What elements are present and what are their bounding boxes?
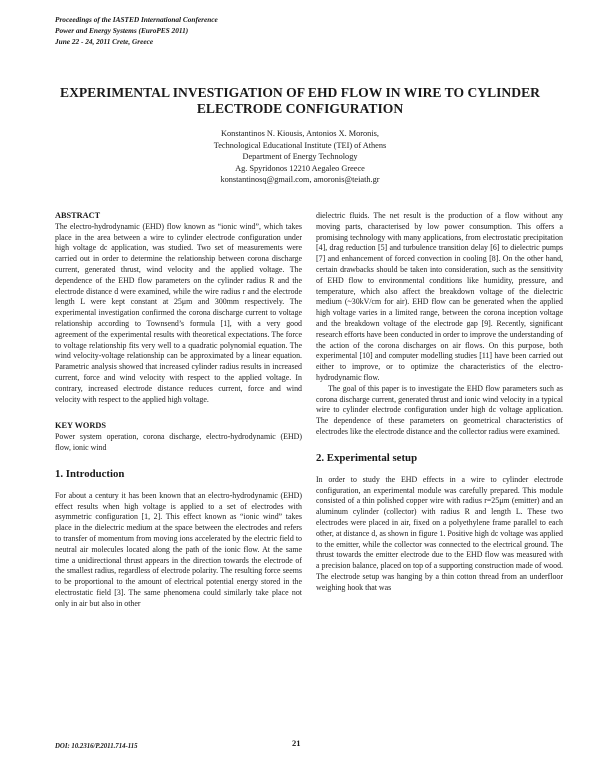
author-names: Konstantinos N. Kiousis, Antonios X. Moronis,	[221, 129, 379, 138]
header-line-1: Proceedings of the IASTED International Conference	[55, 15, 218, 24]
right-column	[316, 211, 563, 594]
left-column	[55, 211, 302, 610]
setup-text: In order to study the EHD effects in a wire to cylinder electrode configuration, an experimental module was carefully prepared. This module consisted of a thin polished copper wire with radius r=25μm (emitter) and an aluminum cylinder (collector) with radius R and length L. These two electrodes were placed in air, fixed on a polyethylene frame parallel to each other, at distance d, as shown in figure 1. Positive high dc voltage was applied to the emitter, while the collector was connected to the electrical ground. The thrust towards the emitter electrode due to the EHD flow was measured with a precision balance, placed on top of a supporting construction made of wood. The electrode setup was hanging by a thin cotton thread from an underfloor weighing hook that was	[316, 474, 563, 592]
goal-paragraph: The goal of this paper is to investigate the EHD flow parameters such as corona discharge current, generated thrust and ionic wind velocity in a typical wire to cylinder electrode configuration under high dc voltage application. The dependence of these parameters on geometrical characteristics of electrodes like the electrode distance and the collector radius were examined.	[316, 383, 563, 436]
abstract-heading: ABSTRACT	[55, 211, 101, 220]
abstract-text: The electro-hydrodynamic (EHD) flow known as “ionic wind”, which takes place in the area between a wire to cylinder electrode configuration under high voltage dc application, was studied. Two set of measurements were carried out in order to determine the relationship between corona discharge current, generated thrust, wind velocity and the applied voltage. The dependence of the EHD flow parameters on the cylinder radius R and the electrode distance d were examined, while the wire radius r and the electrode length L were kept constant at 25μm and 300mm respectively. The experimental investigation confirmed the corona discharge current to voltage relationship according to Townsend’s formula [1], with a very good agreement of the experimental results with theoretical expectations. The force to voltage relationship fits very well to a quadratic polynomial equation. The wind velocity-voltage relationship can be approximated by a linear equation. Parametric analysis showed that increased cylinder radius results in increased current, force and wind velocity with respect to the applied voltage. In contrary, increased electrode distance reduces current, force and wind velocity with respect to the applied high voltage.	[55, 221, 302, 404]
intro-continued-text: dielectric fluids. The net result is the production of a flow without any moving parts, characterised by low power consumption. This offers a promising technology with many applications, from electrostatic precipitation [4], drag reduction [5] and turbulence transition delay [6] to dielectric pumps [7] and enhancement of forced convection in cooling [8]. On the other hand, certain drawbacks should be taken into consideration, such as the sensitivity of EHD flow to environmental conditions like humidity, pressure, and temperature, which also affect the breakdown voltage of the dielectric medium (~30kV/cm for air). EHD flow can be generated when the applied high voltage varies in a limited range, between the corona inception voltage and the breakdown voltage of the electrode gap [9]. Recently, significant research efforts have been conducted in order to improve the understanding of the action of the corona discharges on air flows. On this purpose, both experimental [10] and computer modelling studies [11] have been carried out either to improve, or to optimize the characteristics of the electro-hydrodynamic flow.	[316, 211, 563, 382]
page-number: 21	[292, 738, 301, 748]
header-line-3: June 22 - 24, 2011 Crete, Greece	[55, 37, 154, 46]
conference-header	[55, 14, 218, 47]
intro-text: For about a century it has been known that an electro-hydrodynamic (EHD) effect results when high voltage is applied to a set of electrodes with asymmetric configuration [1, 2]. This effect known as “ionic wind” takes place in the dielectric medium at the space between the electrodes and refers to transfer of momentum from moving ions accelerated by the electric field to neutral air molecules located along the path of the ionic flow. At the same time a unidirectional thrust appears in the direction towards the electrode of the smallest radius, regardless of electrode polarity. The resulting force seems to be proportional to the amount of electrical potential energy stored in the electrostatic field [3]. The same phenomena could similarly take place not only in air but also in other	[55, 490, 302, 608]
author-block	[120, 128, 480, 186]
intro-heading: 1. Introduction	[55, 467, 125, 480]
header-line-2: Power and Energy Systems (EuroPES 2011)	[55, 26, 189, 35]
author-affiliation: Technological Educational Institute (TEI) of Athens	[213, 140, 387, 150]
author-email: konstantinosq@gmail.com, amoronis@teiath.gr	[220, 175, 380, 185]
setup-heading: 2. Experimental setup	[316, 451, 418, 464]
author-department: Department of Energy Technology	[242, 152, 358, 162]
keywords-heading: KEY WORDS	[55, 421, 106, 431]
keywords-text: Power system operation, corona discharge, electro-hydrodynamic (EHD) flow, ionic wind	[55, 432, 302, 452]
doi: DOI: 10.2316/P.2011.714-115	[55, 743, 138, 750]
author-address: Ag. Spyridonos 12210 Aegaleo Greece	[235, 163, 365, 173]
paper-title: EXPERIMENTAL INVESTIGATION OF EHD FLOW IN WIRE TO CYLINDER ELECTRODE CONFIGURATION	[60, 85, 540, 116]
